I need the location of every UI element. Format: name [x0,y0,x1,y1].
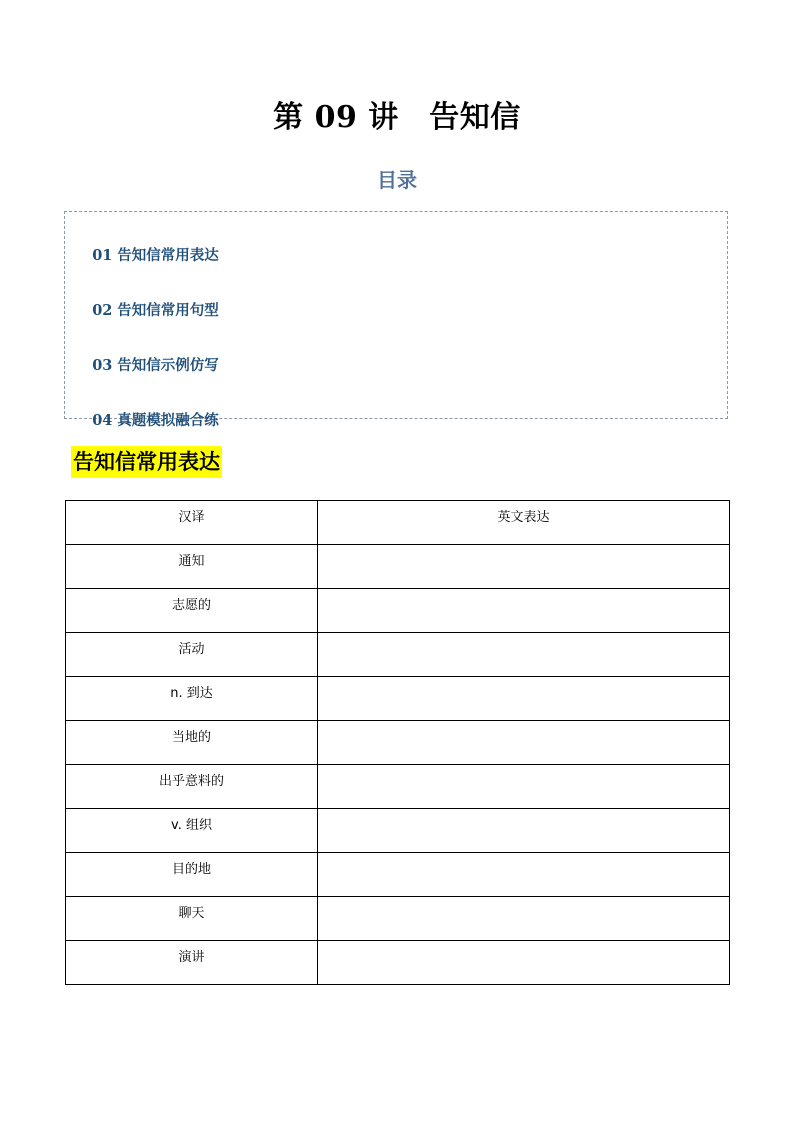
table-row [66,677,730,721]
table-header-row [66,501,730,545]
table-row [66,721,730,765]
cell-chinese: 聊天 [66,897,318,941]
toc-item-1[interactable] [72,226,219,286]
table-row [66,545,730,589]
page-title: 第 09 讲 告知信 [273,100,521,135]
cell-english[interactable] [318,853,730,897]
cell-english[interactable] [318,765,730,809]
cell-english[interactable] [318,677,730,721]
cell-chinese: 通知 [66,545,318,589]
toc-item-number: 03 [92,357,113,374]
cell-english[interactable] [318,633,730,677]
toc-heading: 目录 [377,168,417,192]
cell-chinese: 志愿的 [66,589,318,633]
table-row [66,809,730,853]
table-row [66,897,730,941]
cell-chinese: 演讲 [66,941,318,985]
cell-chinese: n. 到达 [66,677,318,721]
cell-english[interactable] [318,589,730,633]
table-row [66,633,730,677]
cell-english[interactable] [318,941,730,985]
toc-item-number: 02 [92,302,113,319]
table-row [66,853,730,897]
toc-item-label: 真题模拟融合练 [117,412,219,429]
table-row [66,589,730,633]
toc-item-label: 告知信示例仿写 [117,357,219,374]
cell-chinese: 活动 [66,633,318,677]
cell-chinese: 当地的 [66,721,318,765]
toc-item-number: 01 [92,247,113,264]
toc-item-2[interactable] [72,281,219,341]
cell-chinese: v. 组织 [66,809,318,853]
header-english: 英文表达 [318,501,730,545]
cell-english[interactable] [318,897,730,941]
table-row [66,941,730,985]
cell-chinese: 目的地 [66,853,318,897]
cell-chinese: 出乎意料的 [66,765,318,809]
cell-english[interactable] [318,809,730,853]
table-of-contents [64,211,728,429]
header-chinese: 汉译 [66,501,318,545]
vocabulary-table [65,500,730,985]
cell-english[interactable] [318,545,730,589]
table-row [66,765,730,809]
section-heading: 告知信常用表达 [71,446,222,478]
cell-english[interactable] [318,721,730,765]
toc-item-label: 告知信常用句型 [117,302,219,319]
toc-item-number: 04 [92,412,113,429]
toc-item-3[interactable] [72,336,219,396]
toc-item-4[interactable] [72,391,219,451]
toc-item-label: 告知信常用表达 [117,247,219,264]
